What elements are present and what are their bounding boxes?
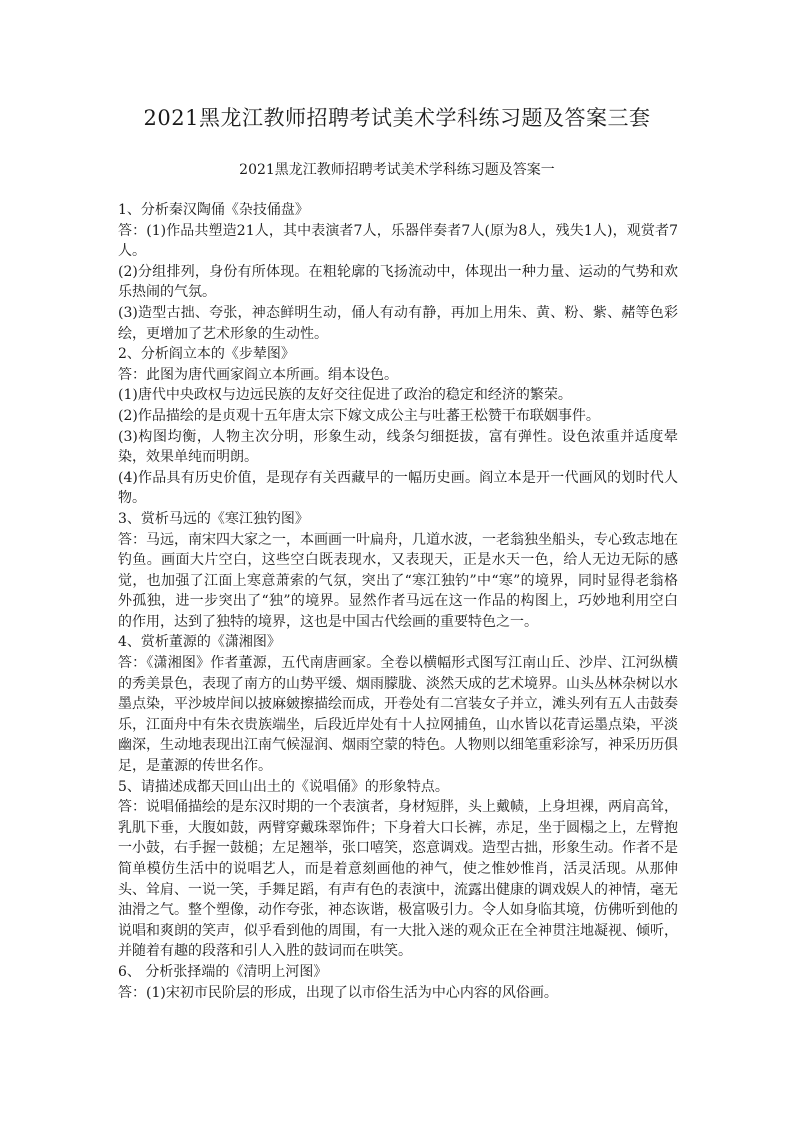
paragraph: 答：《潇湘图》作者董源，五代南唐画家。全卷以横幅形式图写江南山丘、沙岸、江河纵横的秀美景色，表现了南方的山势平缓、烟雨朦胧、淡然天成的艺术境界。山头丛林杂树以水墨点染，平沙坡岸间以披麻皴擦描绘而成，开卷处有二宫装女子并立，滩头列有五人击鼓奏乐，江面舟中有朱衣贵族端坐，后段近岸处有十人拉网捕鱼，山水皆以花青运墨点染，平淡幽深，生动地表现出江南气候湿润、烟雨空蒙的特色。人物则以细笔重彩涂写，神采历历俱足，是董源的传世名作。: [118, 655, 678, 775]
paragraph: (2)作品描绘的是贞观十五年唐太宗下嫁文成公主与吐蕃王松赞干布联姻事件。: [118, 407, 600, 424]
paragraph: (3)造型古拙、夸张，神态鲜明生动，俑人有动有静，再加上用朱、黄、粉、紫、赭等色彩绘，更增加了艺术形象的生动性。: [118, 304, 678, 342]
paragraph: 6、 分析张择端的《清明上河图》: [118, 963, 328, 980]
paragraph: 答：马远，南宋四大家之一，本画画一叶扁舟，几道水波，一老翁独坐船头，专心致志地在钓鱼。画面大片空白，这些空白既表现水，又表现天，正是水天一色，给人无边无际的感觉，也加强了江面上寒意萧索的气氛，突出了“寒江独钓”中“寒”的境界，同时显得老翁格外孤独，进一步突出了“独”的境界。显然作者马远在这一作品的构图上，巧妙地利用空白的作用，达到了独特的境界，这也是中国古代绘画的重要特色之一。: [118, 531, 678, 630]
paragraph: 5、请描述成都天回山出土的《说唱俑》的形象特点。: [118, 778, 449, 795]
paragraph: 2、分析阎立本的《步辇图》: [118, 346, 295, 363]
paragraph: (3)构图均衡，人物主次分明，形象生动，线条匀细挺拔，富有弹性。设色浓重并适度晕染，效果单纯而明朗。: [118, 428, 678, 466]
paragraph: 答：说唱俑描绘的是东汉时期的一个表演者，身材短胖，头上戴帻，上身坦裸，两肩高耸，乳肌下垂，大腹如鼓，两臂穿戴珠翠饰件；下身着大口长裤，赤足，坐于圆榻之上，左臂抱一小鼓，右手握一鼓槌；左足翘举，张口嘻笑，恣意调戏。造型古拙，形象生动。作者不是简单模仿生活中的说唱艺人，而是着意刻画他的神气，使之惟妙惟肖，活灵活现。从那伸头、耸肩、一说一笑，手舞足蹈，有声有色的表演中，流露出健康的调戏娱人的神情，毫无油滑之气。整个塑像，动作夸张，神态诙谐，极富吸引力。令人如身临其境，仿佛听到他的说唱和爽朗的笑声，似乎看到他的周围，有一大批入迷的观众正在全神贯注地凝视、倾听，并随着有趣的段落和引人入胜的鼓词而在哄笑。: [118, 799, 678, 960]
paragraph: (2)分组排列，身份有所体现。在粗轮廓的飞扬流动中，体现出一种力量、运动的气势和欢乐热闹的气氛。: [118, 263, 678, 301]
paragraph: (1)唐代中央政权与边远民族的友好交往促进了政治的稳定和经济的繁荣。: [118, 387, 572, 404]
paragraph: 1、分析秦汉陶俑《杂技俑盘》: [118, 202, 309, 218]
document-subtitle: 2021黑龙江教师招聘考试美术学科练习题及答案一: [239, 162, 555, 178]
document-title: 2021黑龙江教师招聘考试美术学科练习题及答案三套: [143, 106, 651, 130]
document-body: [118, 200, 678, 1003]
paragraph: 答：(1)作品共塑造21人，其中表演者7人，乐器伴奏者7人(原为8人，残失1人)，观赏者7人。: [118, 222, 678, 260]
paragraph: 答：(1)宋初市民阶层的形成，出现了以市俗生活为中心内容的风俗画。: [118, 984, 558, 1001]
paragraph: 4、赏析董源的《潇湘图》: [118, 634, 281, 651]
paragraph: 3、赏析马远的《寒江独钓图》: [118, 510, 309, 527]
paragraph: 答：此图为唐代画家阎立本所画。绢本设色。: [118, 366, 398, 383]
paragraph: (4)作品具有历史价值，是现存有关西藏早的一幅历史画。阎立本是开一代画风的划时代人物。: [118, 469, 678, 507]
